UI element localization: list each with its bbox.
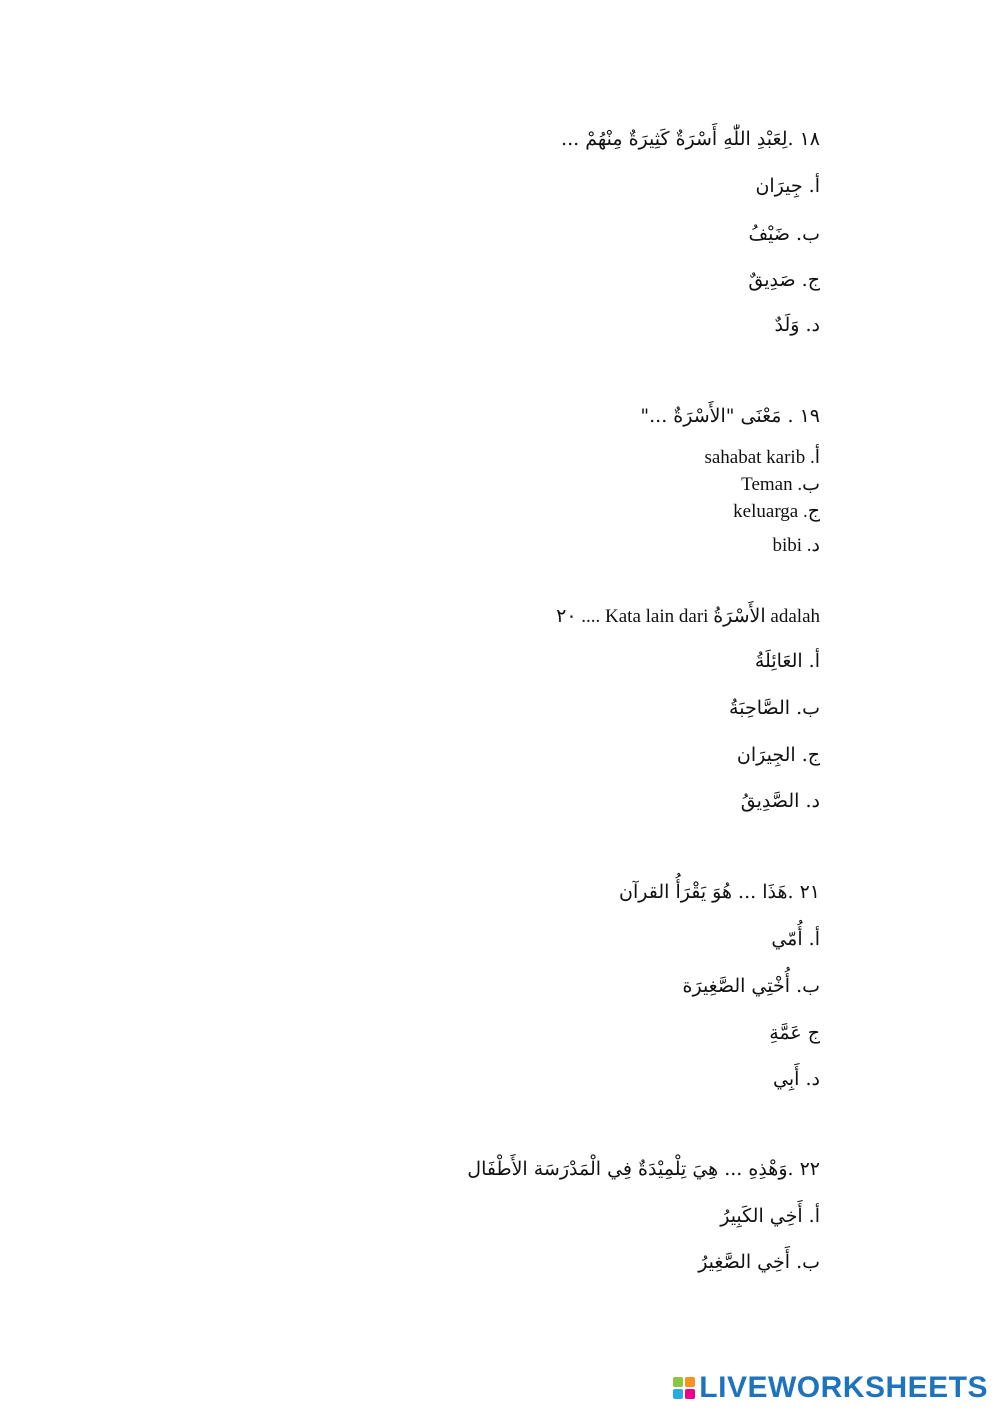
question-22-text: ٢٢ .وَهْذِهِ ... هِيَ تِلْمِيْدَةٌ فِي الْمَدْرَسَة الأَطْفَال [467, 1158, 820, 1180]
question-22-option-a[interactable]: أ. أَخِي الكَبِيرُ [720, 1205, 820, 1227]
logo-square-1 [673, 1377, 683, 1387]
question-21-option-a[interactable]: أ. أُمّي [771, 928, 820, 950]
question-20-option-d[interactable]: د. الصَّدِيقُ [740, 790, 820, 812]
question-20-option-a[interactable]: أ. العَائِلَةُ [754, 650, 820, 672]
logo-square-2 [685, 1377, 695, 1387]
question-20-option-b[interactable]: ب. الصَّاحِبَةُ [729, 697, 820, 719]
question-21-option-b[interactable]: ب. أُخْتِي الصَّغِيرَة [682, 975, 820, 997]
question-19-option-c[interactable]: ج. keluarga [733, 501, 820, 522]
question-19-text: ١٩ . مَعْنَى "الأَسْرَةٌ ..." [640, 405, 820, 427]
question-19-option-a[interactable]: أ. sahabat karib [704, 447, 820, 468]
question-21-option-d[interactable]: د. أَبِي [773, 1068, 820, 1090]
question-21-option-c[interactable]: ج عَمَّةِ [769, 1022, 820, 1044]
question-18-text: ١٨ .لِعَبْدِ اللّٰهِ أَسْرَةٌ كَثِيرَةٌ مِنْهُمْ ... [561, 128, 820, 150]
question-18-option-a[interactable]: أ. جِيرَان [755, 175, 820, 197]
question-22-option-b[interactable]: ب. أَخِي الصَّغِيرُ [698, 1251, 820, 1273]
liveworksheets-brand [673, 1370, 988, 1406]
question-20-text: ٢٠ .... Kata lain dari الأَسْرَةُ adalah [556, 606, 820, 627]
question-20-option-c[interactable]: ج. الجِيرَان [736, 744, 820, 766]
question-18-option-c[interactable]: ج. صَدِيقٌ [748, 269, 820, 291]
question-19-option-b[interactable]: ب. Teman [741, 474, 820, 495]
logo-square-3 [673, 1389, 683, 1399]
logo-square-4 [685, 1389, 695, 1399]
question-21-text: ٢١ .هَذَا ... هُوَ يَقْرَأُ القرآن [619, 881, 820, 903]
question-19-option-d[interactable]: د. bibi [772, 535, 820, 556]
question-18-option-d[interactable]: د. وَلَدٌ [774, 314, 820, 336]
liveworksheets-logo-text: LIVEWORKSHEETS [699, 1371, 988, 1404]
liveworksheets-logo-icon [673, 1377, 695, 1399]
question-18-option-b[interactable]: ب. ضَيْفُ [748, 223, 820, 245]
